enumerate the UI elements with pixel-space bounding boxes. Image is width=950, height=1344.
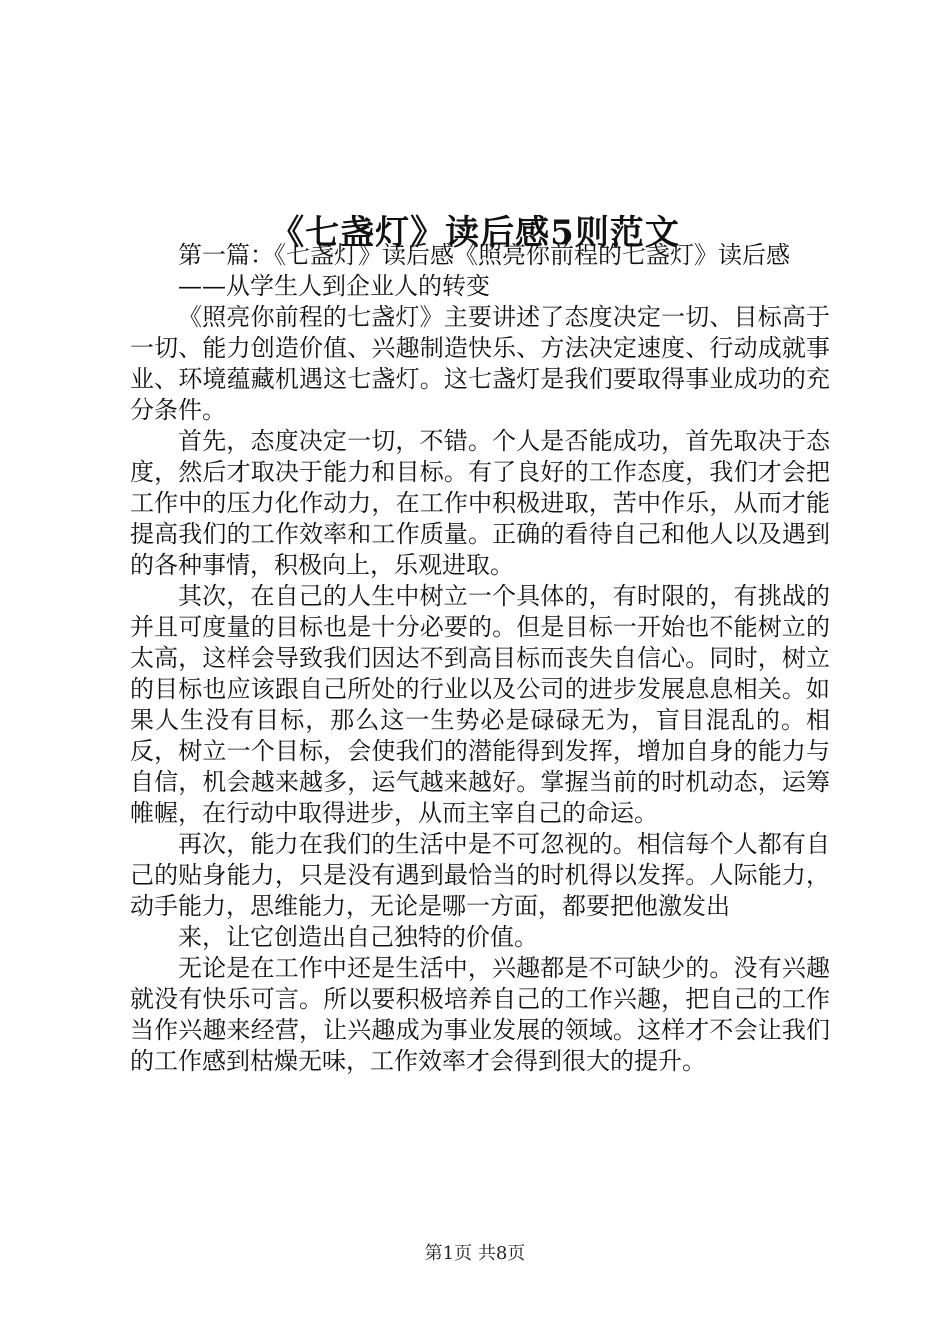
paragraph: 无论是在工作中还是生活中，兴趣都是不可缺少的。没有兴趣就没有快乐可言。所以要积极培养自己的工作兴趣，把自己的工作当作兴趣来经营，让兴趣成为事业发展的领域。这样才不会让我们的工作感到枯燥无味，工作效率才会得到很大的提升。 xyxy=(130,954,830,1075)
paragraph-subtitle: ——从学生人到企业人的转变 xyxy=(178,272,490,300)
paragraph: 首先，态度决定一切，不错。个人是否能成功，首先取决于态度，然后才取决于能力和目标。有了良好的工作态度，我们才会把工作中的压力化作动力，在工作中积极进取，苦中作乐，从而才能提高我们的工作效率和工作质量。正确的看待自己和他人以及遇到的各种事情，积极向上，乐观进取。 xyxy=(130,427,830,579)
paragraph: 再次，能力在我们的生活中是不可忽视的。相信每个人都有自己的贴身能力，只是没有遇到最恰当的时机得以发挥。人际能力，动手能力，思维能力，无论是哪一方面，都要把他激发出 xyxy=(130,830,830,920)
paragraph: 其次，在自己的人生中树立一个具体的，有时限的，有挑战的并且可度量的目标也是十分必要的。但是目标一开始也不能树立的太高，这样会导致我们因达不到高目标而丧失自信心。同时，树立的目标也应该跟自己所处的行业以及公司的进步发展息息相关。如果人生没有目标，那么这一生势必是碌碌无为，盲目混乱的。相反，树立一个目标，会使我们的潜能得到发挥，增加自身的能力与自信，机会越来越多，运气越来越好。掌握当前的时机动态，运筹帷幄，在行动中取得进步，从而主宰自己的命运。 xyxy=(130,582,830,827)
paragraph: 来，让它创造出自己独特的价值。 xyxy=(178,923,538,951)
document-title: 《七盏灯》读后感5则范文 xyxy=(270,212,680,253)
document-body xyxy=(130,240,830,1077)
paragraph: 《照亮你前程的七盏灯》主要讲述了态度决定一切、目标高于一切、能力创造价值、兴趣制造快乐、方法决定速度、行动成就事业、环境蕴藏机遇这七盏灯。这七盏灯是我们要取得事业成功的充分条件。 xyxy=(130,303,830,424)
paragraph-heading: 第一篇：《七盏灯》读后感《照亮你前程的七盏灯》读后感 xyxy=(178,241,790,269)
page-number: 第1页 共8页 xyxy=(424,1243,526,1264)
